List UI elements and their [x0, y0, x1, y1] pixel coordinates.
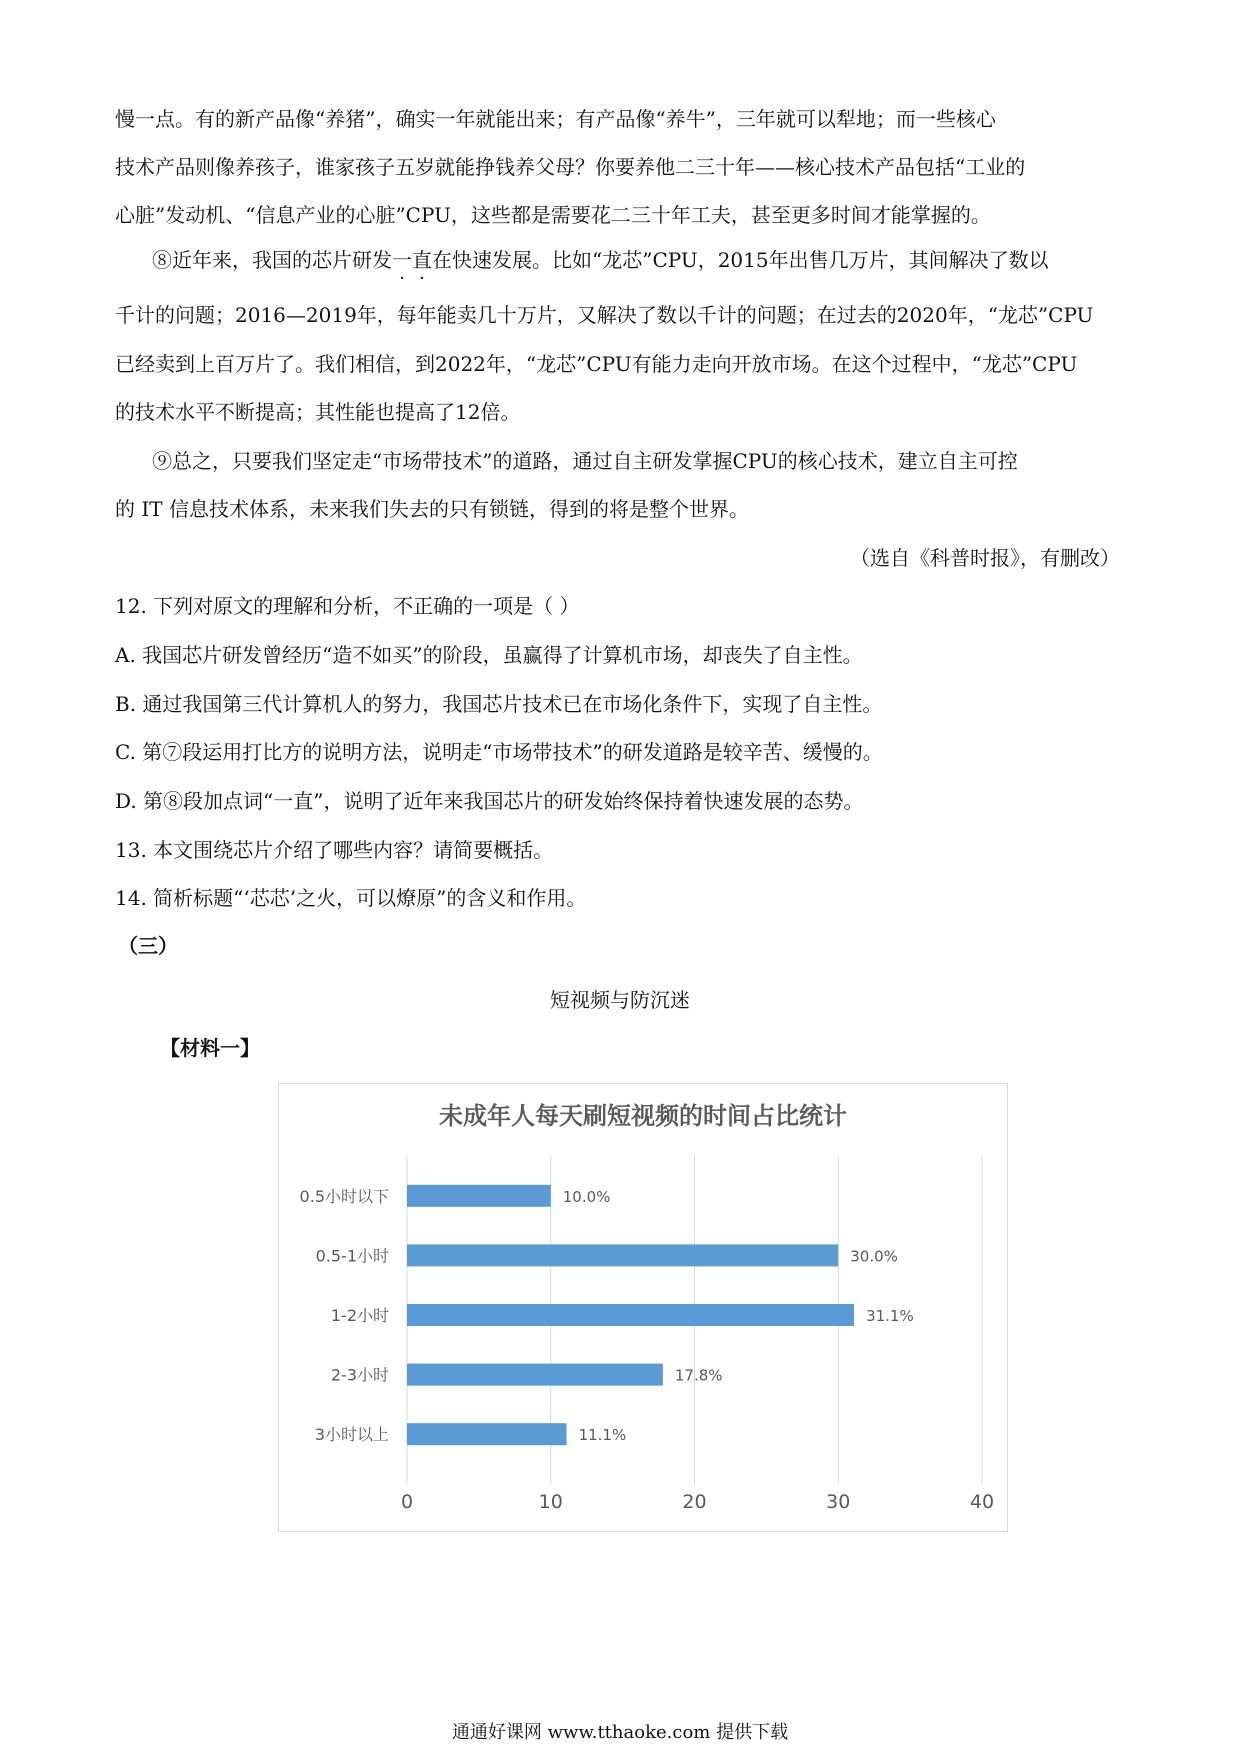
category-label: 3小时以上 — [314, 1425, 389, 1445]
emphasis-char: 直 — [412, 248, 432, 272]
bar-chart — [279, 1084, 1007, 1531]
option-b: B. 通过我国第三代计算机人的努力，我国芯片技术已在市场化条件下，实现了自主性。 — [115, 692, 883, 716]
passage-line: 心脏”发动机、“信息产业的心脏”CPU，这些都是需要花二三十年工夫，甚至更多时间才能掌握的。 — [115, 203, 991, 227]
data-label: 11.1% — [578, 1426, 627, 1445]
x-tick-label: 10 — [538, 1491, 563, 1513]
paragraph-8-line — [152, 246, 1049, 274]
data-label: 10.0% — [562, 1187, 611, 1206]
category-label: 0.5-1小时 — [315, 1246, 389, 1266]
chart-container — [278, 1083, 1008, 1532]
option-a: A. 我国芯片研发曾经历“造不如买”的阶段，虽赢得了计算机市场，却丧失了自主性。 — [115, 643, 863, 667]
bar — [407, 1304, 854, 1326]
data-label: 31.1% — [866, 1307, 914, 1325]
option-d: D. 第⑧段加点词“一直”，说明了近年来我国芯片的研发始终保持着快速发展的态势。 — [115, 789, 864, 813]
question-12: 12. 下列对原文的理解和分析，不正确的一项是（ ） — [115, 594, 580, 618]
bar — [407, 1244, 838, 1266]
x-tick-label: 20 — [682, 1491, 707, 1513]
passage-line: 的 IT 信息技术体系，未来我们失去的只有锁链，得到的将是整个世界。 — [115, 497, 749, 521]
x-tick-label: 40 — [969, 1491, 995, 1513]
category-label: 0.5小时以下 — [299, 1186, 389, 1206]
question-14: 14. 简析标题“‘芯芯’之火，可以燎原”的含义和作用。 — [115, 886, 587, 910]
chart-title: 未成年人每天刷短视频的时间占比统计 — [439, 1102, 847, 1130]
option-c: C. 第⑦段运用打比方的说明方法，说明走“市场带技术”的研发道路是较辛苦、缓慢的。 — [115, 740, 883, 764]
category-label: 2-3小时 — [330, 1365, 389, 1385]
x-tick-label: 0 — [400, 1491, 414, 1513]
passage-line: 已经卖到上百万片了。我们相信，到2022年，“龙芯”CPU有能力走向开放市场。在这个过程中，“龙芯”CPU — [115, 352, 1078, 376]
data-label: 30.0% — [850, 1247, 898, 1266]
bar — [407, 1364, 663, 1386]
passage-line: 的技术水平不断提高；其性能也提高了12倍。 — [115, 400, 521, 424]
category-label: 1-2小时 — [330, 1306, 389, 1325]
material-1-label: 【材料一】 — [160, 1036, 260, 1060]
source-note: （选自《科普时报》，有删改） — [850, 546, 1120, 570]
paragraph-9-line: ⑨总之，只要我们坚定走“市场带技术”的道路，通过自主研发掌握CPU的核心技术，建立自主可控 — [152, 449, 1018, 473]
section-3-title: 短视频与防沉迷 — [550, 988, 690, 1012]
passage-line: 千计的问题；2016—2019年，每年能卖几十万片，又解决了数以千计的问题；在过去的2020年，“龙芯”CPU — [115, 303, 1094, 327]
passage-line: 慢一点。有的新产品像“养猪”，确实一年就能出来；有产品像“养牛”，三年就可以犁地；而一些核心 — [115, 107, 996, 131]
data-label: 17.8% — [674, 1366, 723, 1385]
bar — [407, 1185, 551, 1207]
p8-text-b: 在快速发展。比如“龙芯”CPU，2015年出售几万片，其间解决了数以 — [432, 248, 1049, 272]
emphasis-char: 一 — [392, 248, 412, 272]
bar — [407, 1423, 567, 1445]
x-tick-label: 30 — [826, 1491, 851, 1513]
footer-text: 通通好课网 www.tthaoke.com 提供下载 — [451, 1722, 789, 1743]
section-3-heading: （三） — [118, 934, 178, 958]
p8-text-a: ⑧近年来，我国的芯片研发 — [152, 248, 392, 272]
question-13: 13. 本文围绕芯片介绍了哪些内容？请简要概括。 — [115, 838, 554, 862]
passage-line: 技术产品则像养孩子，谁家孩子五岁就能挣钱养父母？你要养他二三十年——核心技术产品包括“工业的 — [115, 155, 1026, 179]
